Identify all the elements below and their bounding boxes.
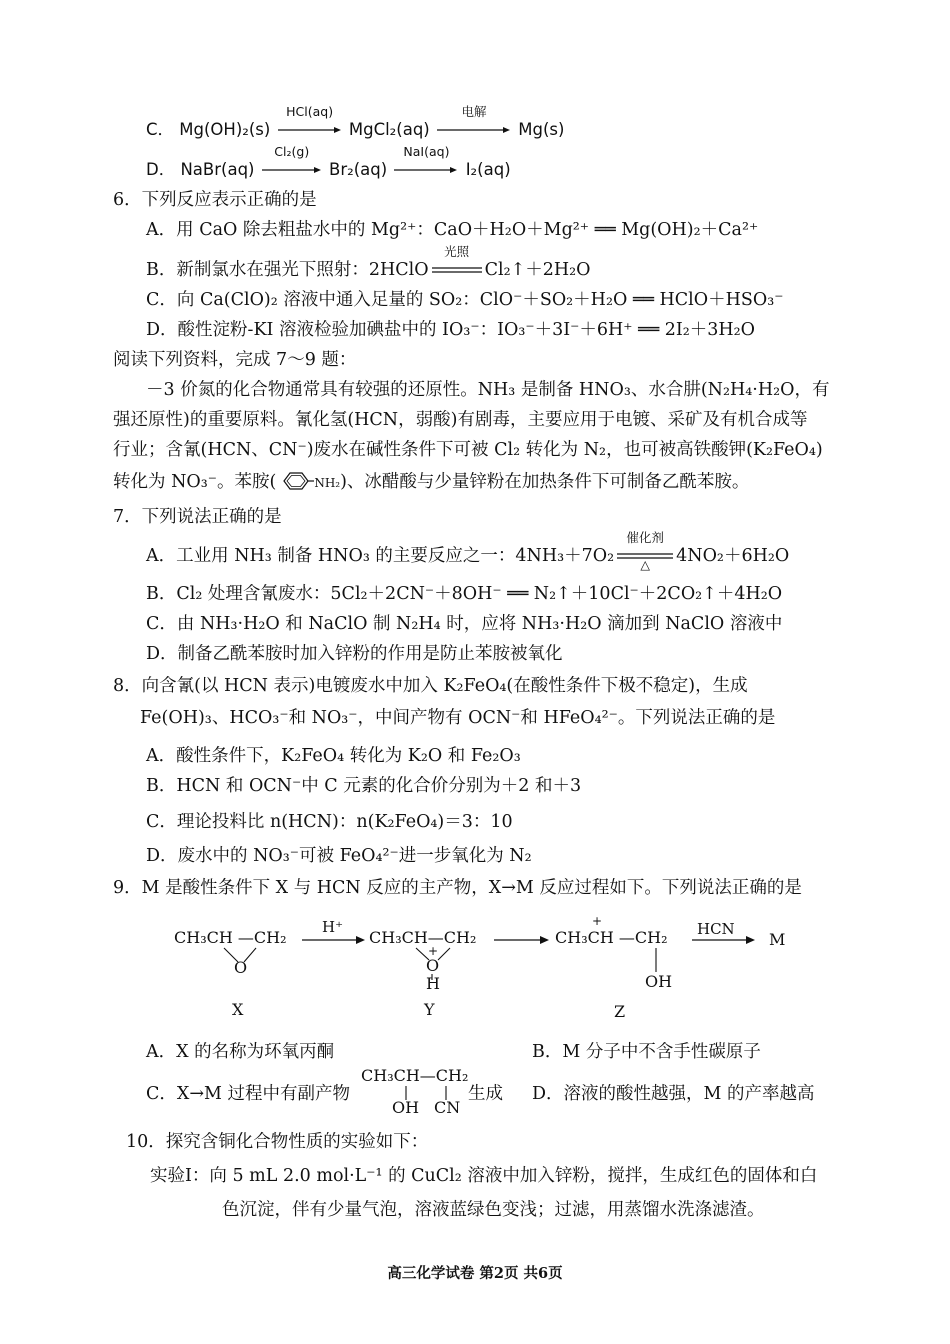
- q5c-arrow2: [437, 104, 511, 142]
- q6-option-d: D．酸性淀粉-KI 溶液检验加碘盐中的 IO₃⁻：IO₃⁻＋3I⁻＋6H⁺ ══ 2I₂＋3H₂O: [146, 320, 756, 340]
- molecule-z-label: Z: [614, 1002, 626, 1021]
- right-arrow-icon: [278, 124, 342, 134]
- q8-stem-line2: Fe(OH)₃、HCO₃⁻和 NO₃⁻，中间产物有 OCN⁻和 HFeO₄²⁻。下列说法正确的是: [140, 708, 776, 728]
- arrow3-condition: HCN: [697, 920, 735, 938]
- q5c-arrow2-condition: 电解: [461, 104, 487, 119]
- q5c-reactant: Mg(OH)₂(s): [179, 120, 271, 139]
- double-line-icon: [432, 266, 482, 274]
- q8-option-b: B．HCN 和 OCN⁻中 C 元素的化合价分别为＋2 和＋3: [146, 776, 582, 796]
- q10-exp1-line1: 实验Ⅰ：向 5 mL 2.0 mol·L⁻¹ 的 CuCl₂ 溶液中加入锌粉，搅拌，生成红色的固体和白: [150, 1166, 818, 1186]
- q9-option-d: D．溶液的酸性越强，M 的产率越高: [532, 1084, 815, 1104]
- q7-stem: 7．下列说法正确的是: [113, 507, 282, 527]
- q10-stem: 10．探究含铜化合物性质的实验如下：: [126, 1132, 429, 1152]
- molecule-x-oxygen: O: [234, 958, 248, 977]
- q6-option-b: [146, 244, 591, 282]
- q9c-post: 生成: [468, 1084, 503, 1104]
- right-arrow-icon: [262, 164, 322, 174]
- molecule-y-hydrogen: H: [426, 974, 440, 993]
- q5d-arrow1-condition: Cl₂(g): [274, 144, 310, 159]
- q5d-product: I₂(aq): [465, 160, 511, 179]
- q9-option-a: A．X 的名称为环氧丙酮: [146, 1042, 335, 1062]
- molecule-y-label: Y: [424, 1000, 435, 1019]
- q5d-label: D．: [146, 160, 176, 179]
- reading-para-line1: －3 价氮的化合物通常具有较强的还原性。NH₃ 是制备 HNO₃、水合肼(N₂H₄·H₂O，有: [146, 380, 830, 400]
- q6-stem: 6．下列反应表示正确的是: [113, 190, 317, 210]
- right-arrow-icon: [437, 124, 511, 134]
- q7a-condition-equals: [617, 530, 673, 572]
- molecule-y-charge: +: [428, 944, 439, 958]
- q8-option-d: D．废水中的 NO₃⁻可被 FeO₄²⁻进一步氧化为 N₂: [146, 846, 532, 866]
- q6b-post: Cl₂↑＋2H₂O: [484, 260, 591, 280]
- q7-option-d: D．制备乙酰苯胺时加入锌粉的作用是防止苯胺被氧化: [146, 644, 563, 664]
- q5d-arrow2: [394, 144, 458, 182]
- molecule-x-label: X: [232, 1000, 244, 1019]
- q9-stem: 9．M 是酸性条件下 X 与 HCN 反应的主产物，X→M 反应过程如下。下列说法正确的是: [113, 878, 802, 898]
- right-arrow-icon: [302, 934, 366, 946]
- right-arrow-icon: [494, 934, 550, 946]
- page-footer: 高三化学试卷 第2页 共6页: [387, 1265, 563, 1282]
- reading-para-line4: [113, 470, 749, 495]
- q6-option-c: C．向 Ca(ClO)₂ 溶液中通入足量的 SO₂：ClO⁻＋SO₂＋H₂O ══ HClO＋HSO₃⁻: [146, 290, 784, 310]
- q9c-byproduct-cn: CN: [434, 1098, 461, 1117]
- molecule-y-oxygen: O: [426, 956, 440, 975]
- q8-stem-line1: 8．向含氰(以 HCN 表示)电镀废水中加入 K₂FeO₄(在酸性条件下极不稳定)，生成: [113, 676, 748, 696]
- q7a-post: 4NO₂＋6H₂O: [676, 546, 790, 566]
- q5d-arrow1: [262, 144, 322, 182]
- reading-p4-pre: 转化为 NO₃⁻。苯胺(: [113, 472, 277, 492]
- q7-option-b: B．Cl₂ 处理含氰废水：5Cl₂＋2CN⁻＋8OH⁻ ══ N₂↑＋10Cl⁻＋2CO₂↑＋4H₂O: [146, 584, 783, 604]
- q7-option-a: [146, 530, 790, 572]
- q5d-intermediate: Br₂(aq): [329, 160, 388, 179]
- molecule-z-charge: +: [592, 914, 603, 928]
- q8-option-a: A．酸性条件下，K₂FeO₄ 转化为 K₂O 和 Fe₂O₃: [146, 746, 521, 766]
- q5c-product: Mg(s): [518, 120, 565, 139]
- q5d-reactant: NaBr(aq): [180, 160, 255, 179]
- q5c-arrow1-condition: HCl(aq): [286, 104, 334, 119]
- q5c-label: C．: [146, 120, 175, 139]
- q9c-byproduct-formula: CH₃CH—CH₂: [361, 1066, 469, 1085]
- molecule-m: M: [769, 930, 786, 949]
- q7a-heat: △: [640, 557, 650, 572]
- q5c-arrow1: [278, 104, 342, 142]
- q5-option-d: [146, 144, 511, 182]
- q5c-intermediate: MgCl₂(aq): [348, 120, 430, 139]
- q5d-arrow2-condition: NaI(aq): [403, 144, 450, 159]
- right-arrow-icon: [394, 164, 458, 174]
- q10-exp1-line2: 色沉淀，伴有少量气泡，溶液蓝绿色变浅；过滤，用蒸馏水洗涤滤渣。: [222, 1200, 765, 1220]
- reading-para-line2: 强还原性)的重要原料。氰化氢(HCN，弱酸)有剧毒，主要应用于电镀、采矿及有机合成等: [113, 410, 808, 430]
- q7a-pre: A．工业用 NH₃ 制备 HNO₃ 的主要反应之一：4NH₃＋7O₂: [146, 546, 615, 566]
- q9-option-b: B．M 分子中不含手性碳原子: [532, 1042, 761, 1062]
- q6-option-a: A．用 CaO 除去粗盐水中的 Mg²⁺：CaO＋H₂O＋Mg²⁺ ══ Mg(OH)₂＋Ca²⁺: [146, 220, 759, 240]
- q9c-byproduct-oh: OH: [392, 1098, 420, 1117]
- molecule-x-formula: CH₃CH —CH₂: [174, 928, 287, 947]
- q7a-catalyst: 催化剂: [626, 530, 664, 545]
- right-arrow-icon: [692, 934, 756, 946]
- q7-option-c: C．由 NH₃·H₂O 和 NaClO 制 N₂H₄ 时，应将 NH₃·H₂O 滴加到 NaClO 溶液中: [146, 614, 783, 634]
- q5-option-c: [146, 104, 565, 142]
- q6b-condition: 光照: [444, 244, 470, 259]
- molecule-z-hydroxyl: OH: [645, 972, 673, 991]
- reading-p4-post: )、冰醋酸与少量锌粉在加热条件下可制备乙酰苯胺。: [340, 472, 750, 492]
- q6b-pre: B．新制氯水在强光下照射：2HClO: [146, 260, 429, 280]
- oh-bond-z: [654, 948, 658, 972]
- molecule-y-formula: CH₃CH—CH₂: [369, 928, 477, 947]
- q6b-condition-equals: [432, 244, 482, 282]
- reading-p4-nh2: NH₂: [314, 476, 341, 490]
- arrow1-condition: H⁺: [322, 918, 343, 936]
- reading-intro: 阅读下列资料，完成 7～9 题：: [113, 350, 357, 370]
- molecule-z-formula: CH₃CH —CH₂: [555, 928, 668, 947]
- benzene-ring-icon: [276, 470, 314, 492]
- reading-para-line3: 行业；含氰(HCN、CN⁻)废水在碱性条件下可被 Cl₂ 转化为 N₂，也可被高铁酸钾(K₂FeO₄): [113, 440, 823, 460]
- q8-option-c: C．理论投料比 n(HCN)：n(K₂FeO₄)＝3：10: [146, 812, 513, 832]
- q9-option-c-text: C．X→M 过程中有副产物: [146, 1084, 350, 1104]
